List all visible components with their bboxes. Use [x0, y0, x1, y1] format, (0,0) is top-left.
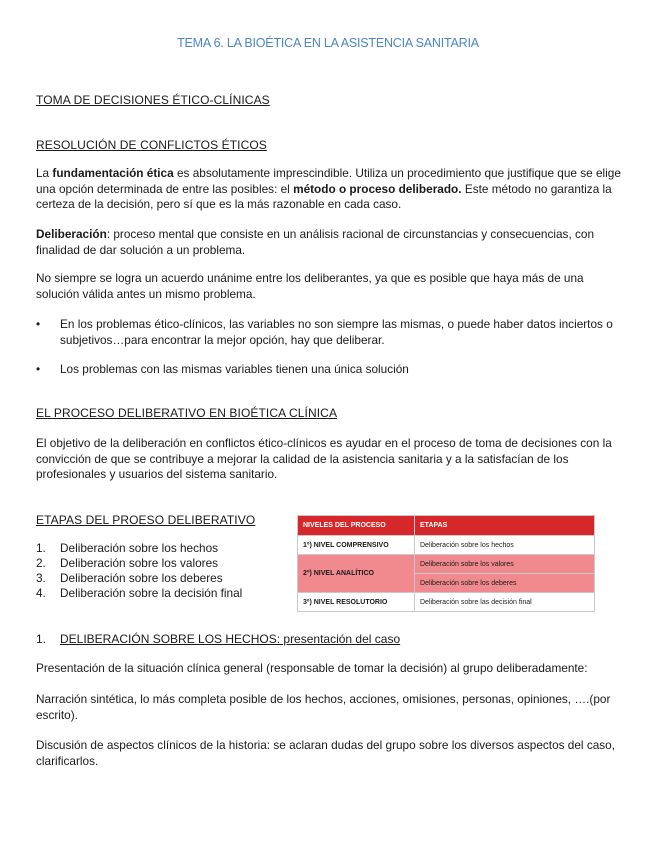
bullet-symbol: •: [36, 317, 41, 331]
bullet-text: Los problemas con las mismas variables tienen una única solución: [60, 362, 409, 376]
paragraph-discusion: Discusión de aspectos clínicos de la historia: se aclaran dudas del grupo sobre los diversos aspectos del caso, clarificarlos.: [36, 738, 616, 768]
paragraph-narracion: Narración sintética, lo más completa posible de los hechos, acciones, omisiones, personas, opiniones, ….(por escrito).: [36, 692, 611, 722]
bullet-symbol: •: [36, 362, 41, 376]
section-number: 1.: [36, 632, 47, 646]
section-heading-decisions: TOMA DE DECISIONES ÉTICO-CLÍNICAS: [36, 93, 270, 107]
section-title: DELIBERACIÓN SOBRE LOS HECHOS: presentación del caso: [60, 632, 401, 646]
step-number: 4.: [36, 586, 46, 600]
table-header-row: [298, 516, 595, 536]
table-cell-level: 3º) NIVEL RESOLUTORIO: [298, 593, 415, 612]
levels-table: [297, 515, 595, 612]
paragraph-acuerdo: No siempre se logra un acuerdo unánime entre los deliberantes, ya que es posible que haya más de una solución válida antes un mismo problema.: [36, 271, 584, 301]
step-number: 1.: [36, 541, 46, 555]
table-cell-stage: Deliberación sobre los deberes: [415, 574, 595, 593]
step-label: Deliberación sobre los valores: [60, 556, 219, 570]
step-number: 2.: [36, 556, 46, 570]
section-heading-conflicts: RESOLUCIÓN DE CONFLICTOS ÉTICOS: [36, 138, 267, 152]
bullet-text: En los problemas ético-clínicos, las variables no son siempre las mismas, o puede haber datos inciertos o subjetivos…para encontrar la mejor opción, hay que deliberar.: [60, 317, 613, 347]
step-number: 3.: [36, 571, 46, 585]
table-cell-level: 2º) NIVEL ANALÍTICO: [298, 555, 415, 593]
paragraph-objetivo: El objetivo de la deliberación en conflictos ético-clínicos es ayudar en el proceso de toma de decisiones con la convicción de que se contribuye a mejorar la calidad de la asistencia sanitaria y a la satisfacían de los profesionales y usuarios del sistema sanitario.: [36, 436, 612, 481]
step-label: Deliberación sobre los hechos: [60, 541, 219, 555]
table-row: [298, 593, 595, 612]
table-cell-level: 1º) NIVEL COMPRENSIVO: [298, 536, 415, 555]
paragraph-deliberacion: Deliberación: proceso mental que consiste en un análisis racional de circunstancias y consecuencias, con finalidad de dar solución a un problema.: [36, 227, 595, 257]
table-cell-stage: Deliberación sobre los valores: [415, 555, 595, 574]
section-heading-proceso: EL PROCESO DELIBERATIVO EN BIOÉTICA CLÍNICA: [36, 406, 338, 420]
paragraph-presentacion: Presentación de la situación clínica general (responsable de tomar la decisión) al grupo deliberadamente:: [36, 661, 588, 675]
table-cell-stage: Deliberación sobre los hechos: [415, 536, 595, 555]
step-label: Deliberación sobre los deberes: [60, 571, 223, 585]
section-heading-etapas: ETAPAS DEL PROESO DELIBERATIVO: [36, 513, 256, 527]
table-header-stages: ETAPAS: [415, 516, 595, 536]
step-label: Deliberación sobre la decisión final: [60, 586, 243, 600]
paragraph-fundamentacion: La fundamentación ética es absolutamente imprescindible. Utiliza un procedimiento que justifique que se elige una opción determinada de entre las posibles: el método o proceso deliberado. Este método no garantiza la certeza de la decisión, pero sí que es la más razonable en cada caso.: [36, 166, 621, 211]
table-row: [298, 555, 595, 574]
table-cell-stage: Deliberación sobre las decisión final: [415, 593, 595, 612]
document-title: TEMA 6. LA BIOÉTICA EN LA ASISTENCIA SANITARIA: [177, 36, 479, 50]
table-row: [298, 536, 595, 555]
table-header-levels: NIVELES DEL PROCESO: [298, 516, 415, 536]
